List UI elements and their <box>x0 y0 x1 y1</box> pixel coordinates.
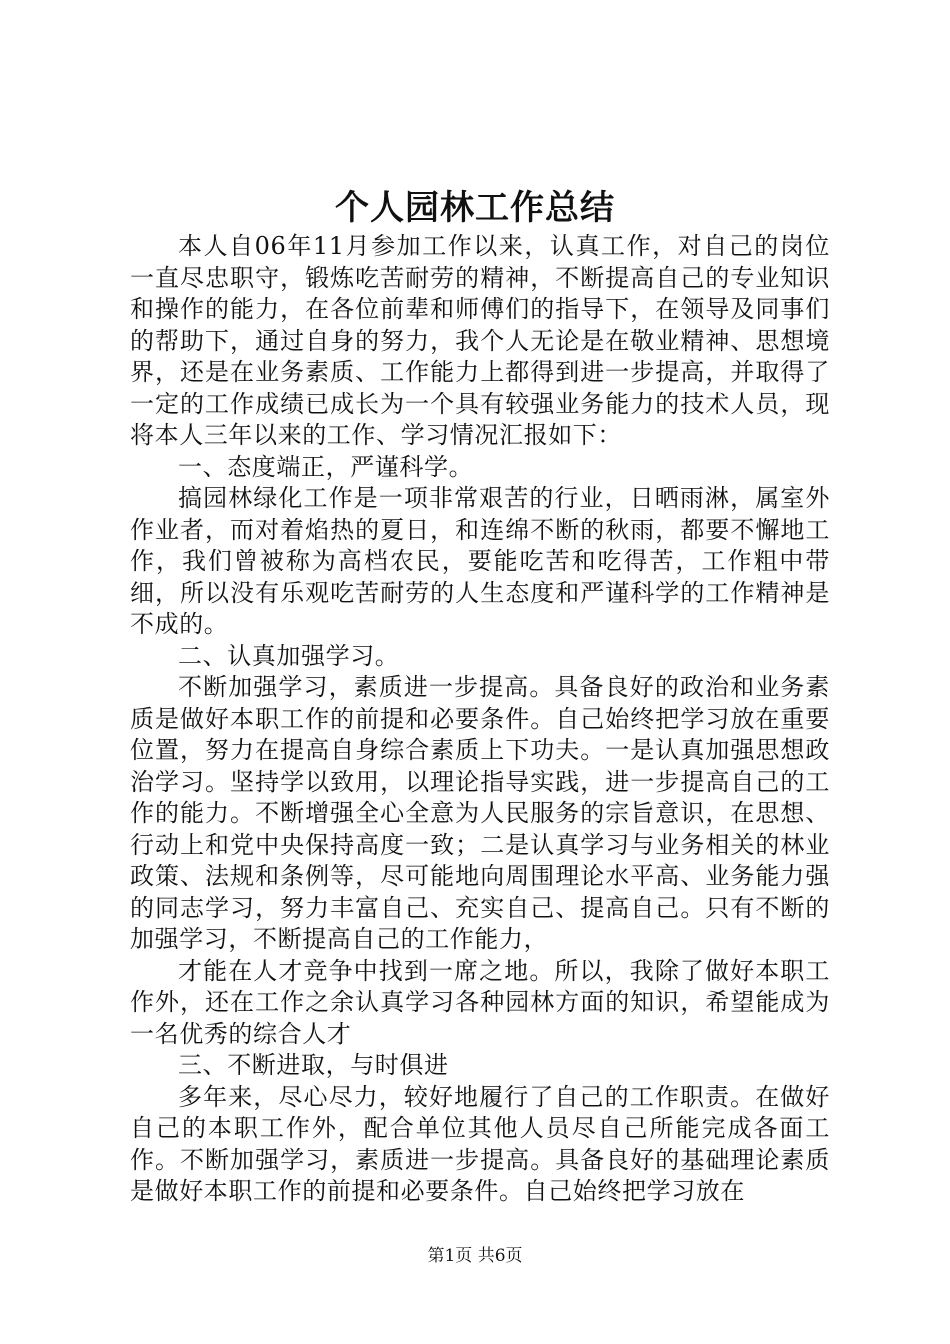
section-heading-2: 二、认真加强学习。 <box>178 641 400 670</box>
section-heading-3: 三、不断进取，与时俱进 <box>178 1051 449 1079</box>
paragraph-talent: 才能在人才竞争中找到一席之地。所以，我除了做好本职工作外，还在工作之余认真学习各种园林方面的知识，希望能成为一名优秀的综合人才 <box>130 956 830 1048</box>
page-footer: 第1页 共6页 <box>427 1246 523 1266</box>
paragraph-attitude: 搞园林绿化工作是一项非常艰苦的行业，日晒雨淋，属室外作业者，而对着焰热的夏日，和连绵不断的秋雨，都要不懈地工作，我们曾被称为高档农民，要能吃苦和吃得苦，工作粗中带细，所以没有乐观吃苦耐劳的人生态度和严谨科学的工作精神是不成的。 <box>130 484 830 638</box>
paragraph-study: 不断加强学习，素质进一步提高。具备良好的政治和业务素质是做好本职工作的前提和必要条件。自己始终把学习放在重要位置，努力在提高自身综合素质上下功夫。一是认真加强思想政治学习。坚持学以致用，以理论指导实践，进一步提高自己的工作的能力。不断增强全心全意为人民服务的宗旨意识，在思想、行动上和党中央保持高度一致；二是认真学习与业务相关的林业政策、法规和条例等，尽可能地向周围理论水平高、业务能力强的同志学习，努力丰富自己、充实自己、提高自己。只有不断的加强学习，不断提高自己的工作能力， <box>130 673 830 953</box>
paragraph-progress: 多年来，尽心尽力，较好地履行了自己的工作职责。在做好自己的本职工作外，配合单位其他人员尽自己所能完成各面工作。不断加强学习，素质进一步提高。具备良好的基础理论素质是做好本职工作的前提和必要条件。自己始终把学习放在 <box>130 1082 830 1205</box>
document-title: 个人园林工作总结 <box>335 188 615 228</box>
section-heading-1: 一、态度端正，严谨科学。 <box>178 452 474 481</box>
paragraph-intro: 本人自06年11月参加工作以来，认真工作，对自己的岗位一直尽忠职守，锻炼吃苦耐劳的精神，不断提高自己的专业知识和操作的能力，在各位前辈和师傅们的指导下，在领导及同事们的帮助下，通过自身的努力，我个人无论是在敬业精神、思想境界，还是在业务素质、工作能力上都得到进一步提高，并取得了一定的工作成绩已成长为一个具有较强业务能力的技术人员，现将本人三年以来的工作、学习情况汇报如下： <box>130 232 830 449</box>
document-body <box>130 231 830 1208</box>
